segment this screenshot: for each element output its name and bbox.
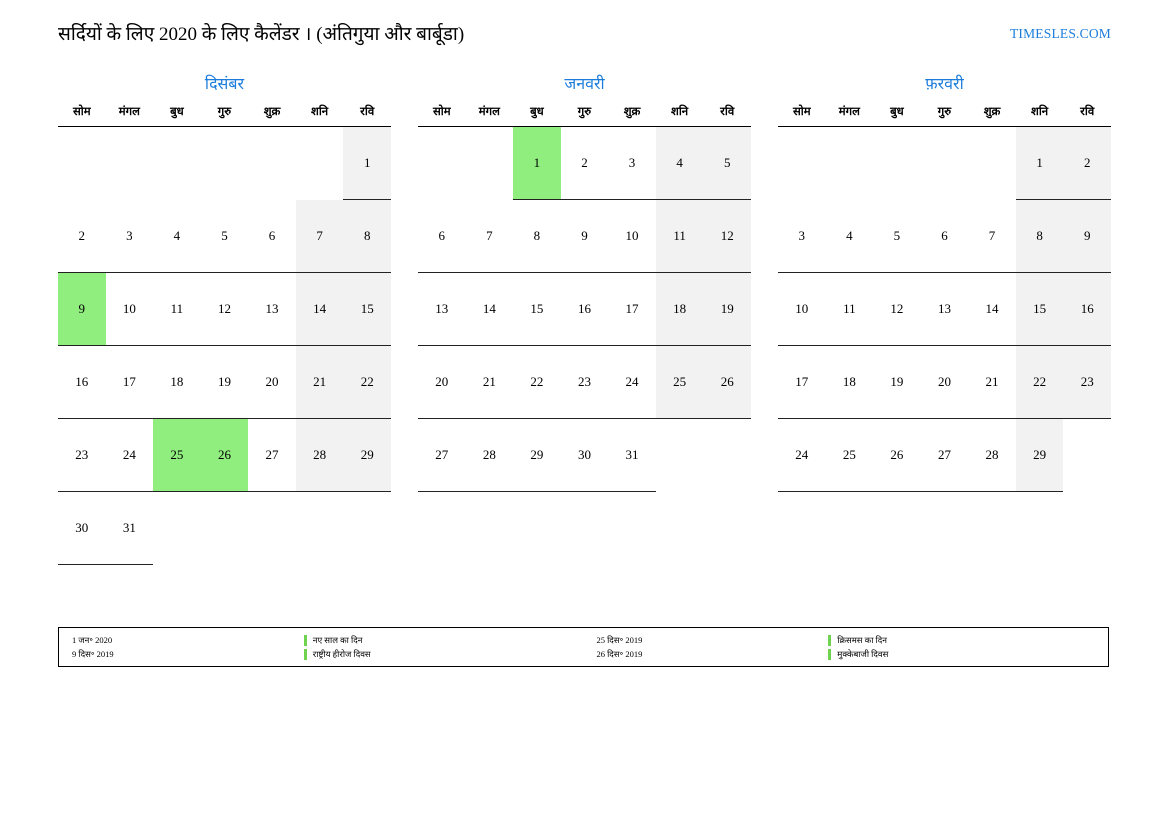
empty-day-cell xyxy=(106,127,154,200)
day-cell[interactable]: 9 xyxy=(561,200,609,273)
empty-day-cell xyxy=(248,492,296,565)
empty-day-cell xyxy=(153,127,201,200)
weekday-header: रवि xyxy=(703,104,751,127)
empty-day-cell xyxy=(466,127,514,200)
day-cell[interactable]: 24 xyxy=(608,346,656,419)
month-table xyxy=(418,104,751,492)
legend-names-col-2 xyxy=(828,633,1108,661)
holiday-swatch-icon xyxy=(304,649,307,660)
day-cell[interactable]: 13 xyxy=(921,273,969,346)
weekday-header: गुरु xyxy=(201,104,249,127)
empty-day-cell xyxy=(778,127,826,200)
empty-day-cell xyxy=(296,492,344,565)
day-cell[interactable]: 5 xyxy=(703,127,751,200)
day-cell[interactable]: 12 xyxy=(873,273,921,346)
week-row xyxy=(418,419,751,492)
week-row xyxy=(778,346,1111,419)
day-cell[interactable]: 23 xyxy=(561,346,609,419)
day-cell[interactable]: 19 xyxy=(201,346,249,419)
weekday-header: शनि xyxy=(296,104,344,127)
weekday-header: सोम xyxy=(778,104,826,127)
day-cell[interactable]: 4 xyxy=(153,200,201,273)
week-row xyxy=(58,273,391,346)
day-cell[interactable]: 22 xyxy=(343,346,391,419)
month-block xyxy=(58,72,391,565)
day-cell[interactable]: 31 xyxy=(608,419,656,492)
empty-day-cell xyxy=(873,127,921,200)
legend-name: मुक्केबाजी दिवस xyxy=(837,649,889,659)
day-cell[interactable]: 24 xyxy=(778,419,826,492)
legend-name-row xyxy=(828,647,1108,661)
month-name: दिसंबर xyxy=(204,76,245,93)
day-cell[interactable]: 31 xyxy=(106,492,154,565)
legend-name: राष्ट्रीय हीरोज दिवस xyxy=(312,649,371,659)
week-row xyxy=(418,346,751,419)
day-cell[interactable]: 2 xyxy=(561,127,609,200)
legend-inner xyxy=(59,628,1108,666)
day-cell[interactable]: 17 xyxy=(106,346,154,419)
day-cell[interactable]: 1 xyxy=(513,127,561,200)
empty-day-cell xyxy=(201,127,249,200)
day-cell[interactable]: 3 xyxy=(778,200,826,273)
legend-date: 1 जन॰ 2020 xyxy=(72,635,113,645)
day-cell[interactable]: 2 xyxy=(1063,127,1111,200)
legend-names-col-1 xyxy=(304,633,584,661)
day-cell[interactable]: 15 xyxy=(513,273,561,346)
month-block xyxy=(418,72,751,565)
day-cell[interactable]: 27 xyxy=(418,419,466,492)
page-header xyxy=(58,20,1111,50)
day-cell[interactable]: 3 xyxy=(106,200,154,273)
legend-name-row xyxy=(304,633,584,647)
brand-link[interactable]: TIMESLES.COM xyxy=(1009,26,1111,41)
weekday-header: गुरु xyxy=(921,104,969,127)
day-cell[interactable]: 18 xyxy=(153,346,201,419)
empty-day-cell xyxy=(343,492,391,565)
day-cell[interactable]: 20 xyxy=(921,346,969,419)
day-cell[interactable]: 8 xyxy=(343,200,391,273)
day-cell[interactable]: 6 xyxy=(418,200,466,273)
day-cell[interactable]: 6 xyxy=(248,200,296,273)
day-cell[interactable]: 21 xyxy=(968,346,1016,419)
day-cell[interactable]: 13 xyxy=(418,273,466,346)
day-cell[interactable]: 27 xyxy=(921,419,969,492)
week-row xyxy=(778,200,1111,273)
weekday-header: शुक्र xyxy=(608,104,656,127)
empty-day-cell xyxy=(418,127,466,200)
day-cell[interactable]: 16 xyxy=(561,273,609,346)
empty-day-cell xyxy=(968,127,1016,200)
empty-day-cell xyxy=(248,127,296,200)
day-cell[interactable]: 25 xyxy=(656,346,704,419)
empty-day-cell xyxy=(296,127,344,200)
day-cell[interactable]: 26 xyxy=(703,346,751,419)
empty-day-cell xyxy=(826,127,874,200)
day-cell[interactable]: 23 xyxy=(1063,346,1111,419)
day-cell[interactable]: 23 xyxy=(58,419,106,492)
day-cell[interactable]: 11 xyxy=(153,273,201,346)
weekday-header-row xyxy=(418,104,751,127)
day-cell[interactable]: 9 xyxy=(1063,200,1111,273)
day-cell[interactable]: 26 xyxy=(873,419,921,492)
day-cell[interactable]: 3 xyxy=(608,127,656,200)
day-cell[interactable]: 22 xyxy=(513,346,561,419)
empty-day-cell xyxy=(58,127,106,200)
legend-name-row xyxy=(828,633,1108,647)
day-cell[interactable]: 13 xyxy=(248,273,296,346)
day-cell[interactable]: 21 xyxy=(296,346,344,419)
day-cell[interactable]: 15 xyxy=(1016,273,1064,346)
weekday-header: रवि xyxy=(343,104,391,127)
weekday-header: शुक्र xyxy=(248,104,296,127)
day-cell[interactable]: 4 xyxy=(826,200,874,273)
day-cell[interactable]: 26 xyxy=(201,419,249,492)
day-cell[interactable]: 2 xyxy=(58,200,106,273)
day-cell[interactable]: 30 xyxy=(561,419,609,492)
weekday-header: शनि xyxy=(1016,104,1064,127)
day-cell[interactable]: 14 xyxy=(968,273,1016,346)
week-row xyxy=(778,419,1111,492)
day-cell[interactable]: 18 xyxy=(826,346,874,419)
day-cell[interactable]: 10 xyxy=(106,273,154,346)
weekday-header: मंगल xyxy=(106,104,154,127)
legend-date: 9 दिस॰ 2019 xyxy=(72,649,114,659)
day-cell[interactable]: 15 xyxy=(343,273,391,346)
week-row xyxy=(58,200,391,273)
day-cell[interactable]: 27 xyxy=(248,419,296,492)
day-cell[interactable]: 17 xyxy=(608,273,656,346)
month-table xyxy=(58,104,391,565)
day-cell[interactable]: 7 xyxy=(466,200,514,273)
day-cell[interactable]: 12 xyxy=(703,200,751,273)
legend-name-row xyxy=(304,647,584,661)
week-row xyxy=(58,419,391,492)
week-row xyxy=(58,346,391,419)
day-cell[interactable]: 1 xyxy=(1016,127,1064,200)
day-cell[interactable]: 7 xyxy=(296,200,344,273)
week-row xyxy=(58,492,391,565)
holiday-swatch-icon xyxy=(828,649,831,660)
day-cell[interactable]: 1 xyxy=(343,127,391,200)
weekday-header: सोम xyxy=(58,104,106,127)
day-cell[interactable]: 14 xyxy=(466,273,514,346)
week-row xyxy=(778,273,1111,346)
day-cell[interactable]: 29 xyxy=(513,419,561,492)
day-cell[interactable]: 9 xyxy=(58,273,106,346)
weekday-header: रवि xyxy=(1063,104,1111,127)
legend-date: 26 दिस॰ 2019 xyxy=(596,649,643,659)
legend-name: क्रिसमस का दिन xyxy=(837,635,887,645)
day-cell[interactable]: 19 xyxy=(873,346,921,419)
weekday-header: बुध xyxy=(153,104,201,127)
weekday-header: गुरु xyxy=(561,104,609,127)
day-cell[interactable]: 25 xyxy=(826,419,874,492)
day-cell[interactable]: 24 xyxy=(106,419,154,492)
month-name: जनवरी xyxy=(564,76,605,93)
legend-name: नए साल का दिन xyxy=(312,635,363,645)
empty-day-cell xyxy=(921,127,969,200)
day-cell[interactable]: 7 xyxy=(968,200,1016,273)
day-cell[interactable]: 28 xyxy=(466,419,514,492)
legend-dates-col-1 xyxy=(59,633,304,661)
day-cell[interactable]: 29 xyxy=(1016,419,1064,492)
holiday-legend xyxy=(58,627,1109,667)
weekday-header-row xyxy=(58,104,391,127)
day-cell[interactable]: 28 xyxy=(968,419,1016,492)
day-cell[interactable]: 11 xyxy=(826,273,874,346)
day-cell[interactable]: 5 xyxy=(201,200,249,273)
month-table xyxy=(778,104,1111,492)
weekday-header: बुध xyxy=(513,104,561,127)
weekday-header: शुक्र xyxy=(968,104,1016,127)
day-cell[interactable]: 30 xyxy=(58,492,106,565)
day-cell[interactable]: 19 xyxy=(703,273,751,346)
empty-day-cell xyxy=(656,419,704,492)
day-cell[interactable]: 14 xyxy=(296,273,344,346)
page-title: सर्दियों के लिए 2020 के लिए कैलेंडर । (अंतिगुया और बार्बूडा) xyxy=(58,24,465,45)
weekday-header: मंगल xyxy=(466,104,514,127)
day-cell[interactable]: 16 xyxy=(58,346,106,419)
month-block xyxy=(778,72,1111,565)
day-cell[interactable]: 6 xyxy=(921,200,969,273)
empty-day-cell xyxy=(153,492,201,565)
day-cell[interactable]: 4 xyxy=(656,127,704,200)
weekday-header: मंगल xyxy=(826,104,874,127)
day-cell[interactable]: 16 xyxy=(1063,273,1111,346)
week-row xyxy=(418,200,751,273)
day-cell[interactable]: 10 xyxy=(778,273,826,346)
day-cell[interactable]: 10 xyxy=(608,200,656,273)
day-cell[interactable]: 17 xyxy=(778,346,826,419)
day-cell[interactable]: 5 xyxy=(873,200,921,273)
day-cell[interactable]: 8 xyxy=(1016,200,1064,273)
holiday-swatch-icon xyxy=(828,635,831,646)
week-row xyxy=(418,127,751,200)
day-cell[interactable]: 29 xyxy=(343,419,391,492)
day-cell[interactable]: 22 xyxy=(1016,346,1064,419)
day-cell[interactable]: 25 xyxy=(153,419,201,492)
legend-dates-col-2 xyxy=(583,633,828,661)
legend-date: 25 दिस॰ 2019 xyxy=(596,635,643,645)
day-cell[interactable]: 28 xyxy=(296,419,344,492)
month-name: फ़रवरी xyxy=(925,76,964,93)
weekday-header: बुध xyxy=(873,104,921,127)
day-cell[interactable]: 12 xyxy=(201,273,249,346)
day-cell[interactable]: 20 xyxy=(248,346,296,419)
day-cell[interactable]: 8 xyxy=(513,200,561,273)
week-row xyxy=(418,273,751,346)
empty-day-cell xyxy=(201,492,249,565)
day-cell[interactable]: 20 xyxy=(418,346,466,419)
holiday-swatch-icon xyxy=(304,635,307,646)
empty-day-cell xyxy=(703,419,751,492)
day-cell[interactable]: 18 xyxy=(656,273,704,346)
weekday-header-row xyxy=(778,104,1111,127)
day-cell[interactable]: 11 xyxy=(656,200,704,273)
weekday-header: सोम xyxy=(418,104,466,127)
week-row xyxy=(778,127,1111,200)
day-cell[interactable]: 21 xyxy=(466,346,514,419)
weekday-header: शनि xyxy=(656,104,704,127)
months-container xyxy=(58,72,1111,565)
empty-day-cell xyxy=(1063,419,1111,492)
week-row xyxy=(58,127,391,200)
